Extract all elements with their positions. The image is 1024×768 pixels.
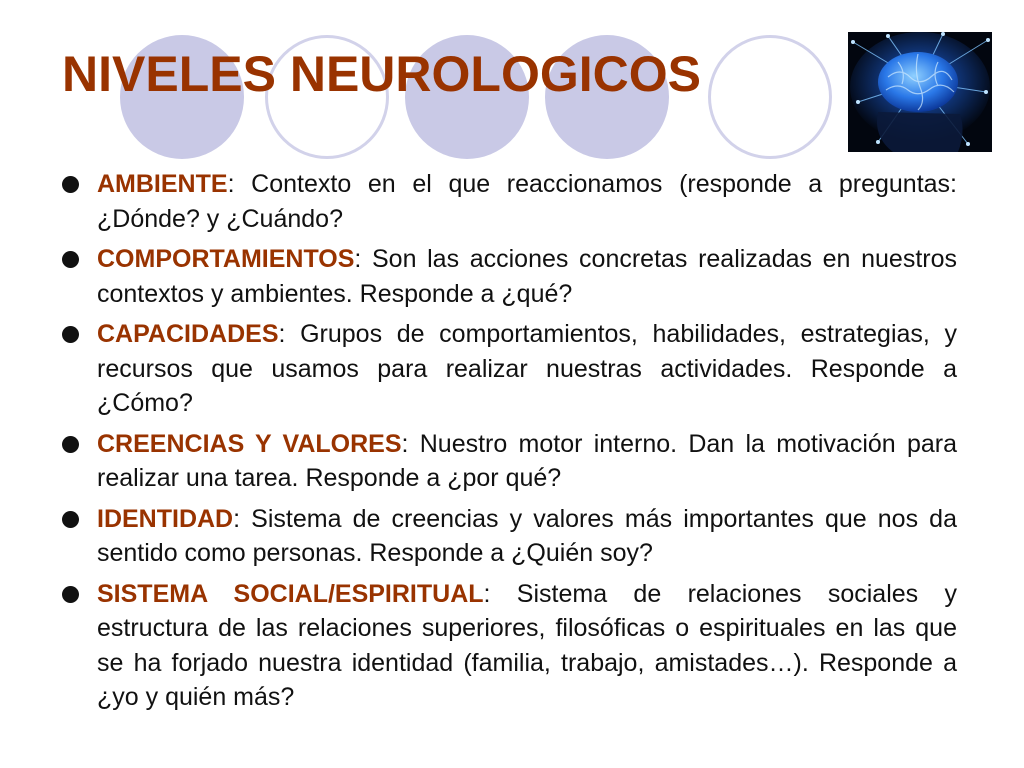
bullet-icon <box>62 511 79 528</box>
bullet-icon <box>62 326 79 343</box>
item-term: COMPORTAMIENTOS <box>97 245 355 273</box>
list-item <box>62 242 957 311</box>
decor-ring <box>708 35 832 159</box>
item-term: CREENCIAS Y VALORES <box>97 429 402 458</box>
slide-title: NIVELES NEUROLOGICOS <box>62 46 701 102</box>
item-term: SISTEMA SOCIAL/ESPIRITUAL <box>97 579 484 608</box>
bullet-icon <box>62 176 79 193</box>
bullet-icon <box>62 436 79 453</box>
item-text: : Sistema de creencias y valores más importantes que nos da sentido como personas. Responde a ¿Quién soy? <box>97 504 957 567</box>
list-item <box>62 427 957 496</box>
list-item <box>62 577 957 715</box>
item-term: CAPACIDADES <box>97 320 279 348</box>
item-term: IDENTIDAD <box>97 504 234 533</box>
item-text: : Grupos de comportamientos, habilidades, estrategias, y recursos que usamos para realizar nuestras actividades. Responde a ¿Cómo? <box>97 320 957 417</box>
item-text: : Nuestro motor interno. Dan la motivación para realizar una tarea. Responde a ¿por qué? <box>97 429 957 492</box>
bullet-icon <box>62 251 79 268</box>
item-text: : Contexto en el que reaccionamos (responde a preguntas: ¿Dónde? y ¿Cuándo? <box>97 170 957 233</box>
item-text: : Sistema de relaciones sociales y estructura de las relaciones superiores, filosóficas o espirituales en las que se ha forjado nuestra identidad (familia, trabajo, amistades…). Responde a ¿yo y quién más? <box>97 579 957 711</box>
bullet-icon <box>62 586 79 603</box>
list-item <box>62 167 957 236</box>
item-term: AMBIENTE <box>97 170 228 198</box>
item-text: : Son las acciones concretas realizadas en nuestros contextos y ambientes. Responde a ¿qué? <box>97 245 957 308</box>
brain-network-icon <box>848 32 992 152</box>
list-item <box>62 502 957 571</box>
bullet-list <box>62 167 957 721</box>
list-item <box>62 317 957 421</box>
